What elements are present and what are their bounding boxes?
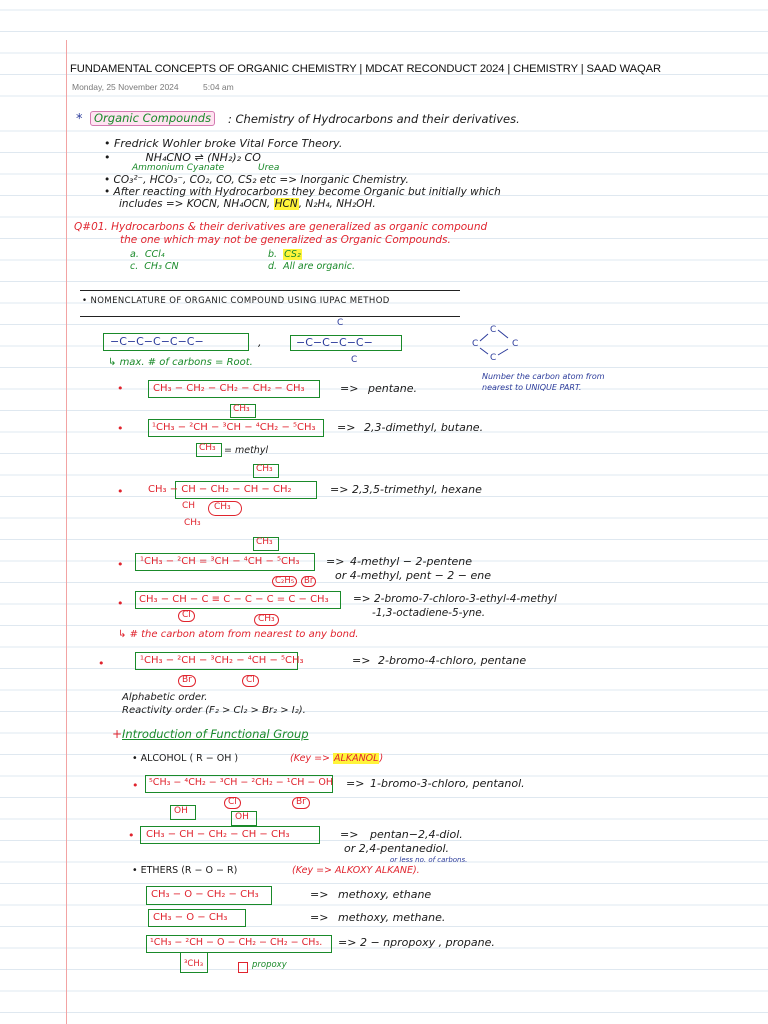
chain-1: −C−C−C−C−C− [110,335,204,348]
number-carbon-note: Number the carbon atom from nearest to UNIQUE PART. [482,372,605,392]
ex5-name-1: 2-bromo-7-chloro-3-ethyl-4-methyl [374,593,557,605]
alc2-top-1: OH [174,806,188,816]
ex5-bottom-2: CH₃ [254,614,279,626]
divider-bottom [80,316,460,317]
alc1-arrow: => [346,777,365,790]
ex4-arrow: => [326,555,345,568]
alc2-top-2: OH [235,812,249,822]
reactivity-order-note: Reactivity order (F₂ > Cl₂ > Br₂ > I₂). [122,705,306,716]
eth2-arrow: => [310,911,329,924]
ex2-methyl-note: = methyl [224,445,269,456]
ex6-formula: ¹CH₃ − ²CH − ³CH₂ − ⁴CH − ⁵CH₃ [140,655,304,666]
ether-label: • ETHERS (R − O − R) [132,865,238,876]
eth3-propoxy-label: propoxy [252,960,287,970]
alc1-sub-1: Cl [224,797,241,809]
ex5-bullet: • [117,597,124,610]
after-line-1: • After reacting with Hydrocarbons they become Organic but initially which [104,186,501,198]
ex4-bullet: • [117,558,124,571]
ex1-name: pentane. [368,382,418,395]
eth3-arrow: => [338,936,357,949]
ring-c-bottom: C [490,353,497,362]
ring-c-left: C [472,339,479,349]
question-line-2: the one which may not be generalized as Organic Compounds. [120,234,451,246]
ex6-bullet: • [98,657,105,670]
ex5-note: ↳ # the carbon atom from nearest to any bond. [118,629,359,640]
wohler-line: • Fredrick Wohler broke Vital Force Theory. [104,137,343,150]
after-line-2: includes => KOCN, NH₄OCN, HCN, N₂H₄, NH₂OH. [119,198,376,210]
chain-2: −C−C−C−C− [296,336,373,349]
eth2-formula: CH₃ − O − CH₃ [153,912,228,923]
ring-carbons [472,325,518,362]
organic-definition: : Chemistry of Hydrocarbons and their derivatives. [228,112,520,126]
eth1-arrow: => [310,888,329,901]
ex2-arrow: => [337,421,356,434]
alcohol-key: (Key => ALKANOL) [290,753,384,764]
ex5-top-2: Br [301,576,316,587]
ex2-name: 2,3-dimethyl, butane. [364,421,484,434]
ex1-formula: CH₃ − CH₂ − CH₂ − CH₂ − CH₃ [153,383,305,394]
functional-heading: Introduction of Functional Group [122,727,309,741]
page-time: 5:04 am [203,82,234,92]
ex3-top: CH₃ [256,464,273,474]
margin-line [66,40,67,1024]
ex3-arrow: => [330,483,349,496]
ex2-bottom: CH₃ [199,443,216,453]
eth3-sub: ³CH₃ [184,959,204,969]
option-d: d. All are organic. [268,261,355,272]
alphabetic-order-note: Alphabetic order. [122,692,208,703]
ex3-bullet: • [117,485,124,498]
option-b: b. CS₂ [268,249,301,260]
urea-label: Urea [258,163,280,173]
alc2-bullet: • [128,829,135,842]
ex5-bottom-1: Cl [178,610,195,622]
ex4-name-2: or 4-methyl, pent − 2 − ene [335,569,492,582]
ex4-name-1: 4-methyl − 2-pentene [350,555,473,568]
reaction-line: • NH₄CNO ⇌ (NH₂)₂ CO [104,151,261,164]
ring-diagram [462,322,532,362]
ex3-sub1: CH [182,501,196,511]
ex3-formula: CH₃ − CH − CH₂ − CH − CH₂ [148,484,292,495]
page-title: FUNDAMENTAL CONCEPTS OF ORGANIC CHEMISTRY | MDCAT RECONDUCT 2024 | CHEMISTRY | SAAD WAQAR [70,63,661,75]
eth3-name: 2 − npropoxy , propane. [360,936,495,949]
alc2-note: or less no. of carbons. [390,856,468,864]
ex6-name: 2-bromo-4-chloro, pentane [378,654,527,667]
alc1-name: 1-bromo-3-chloro, pentanol. [370,777,525,790]
question-line-1: Q#01. Hydrocarbons & their derivatives are generalized as organic compound [74,221,488,233]
organic-compounds-term: Organic Compounds [90,111,215,126]
ex2-formula: ¹CH₃ − ²CH − ³CH − ⁴CH₂ − ⁵CH₃ [152,422,316,433]
alc1-bullet: • [132,779,139,792]
branch-top-c: C [337,318,344,328]
divider-top [80,290,460,291]
branch-bottom-c: C [351,355,358,365]
inorganic-line: • CO₃²⁻, HCO₃⁻, CO₂, CO, CS₂ etc => Inorganic Chemistry. [104,174,409,186]
alc2-arrow: => [340,828,359,841]
ex5-top-1: C₂H₅ [272,576,297,587]
ex6-arrow: => [352,654,371,667]
nomenclature-heading: • NOMENCLATURE OF ORGANIC COMPOUND USING IUPAC METHOD [82,296,390,306]
eth3-propoxy-marker [238,962,248,973]
alc2-name-2: or 2,4-pentanediol. [344,842,450,855]
option-a: a. CCl₄ [130,249,165,260]
max-carbons-note: ↳ max. # of carbons = Root. [108,357,253,368]
alc2-formula: CH₃ − CH − CH₂ − CH − CH₃ [146,829,290,840]
ex2-top: CH₃ [233,404,250,414]
eth1-formula: CH₃ − O − CH₂ − CH₃ [151,889,259,900]
eth1-name: methoxy, ethane [338,888,432,901]
ex4-formula: ¹CH₃ − ²CH = ³CH − ⁴CH − ⁵CH₃ [140,556,300,567]
ammonium-cyanate-label: Ammonium Cyanate [132,163,225,173]
ex2-bullet: • [117,422,124,435]
ex3-sub2: CH₃ [214,502,231,512]
ex5-formula: CH₃ − CH − C ≡ C − C − C = C − CH₃ [139,594,329,605]
ex6-bottom-1: Br [178,675,196,687]
ex3-sub3: CH₃ [184,518,201,528]
eth2-name: methoxy, methane. [338,911,446,924]
eth3-formula: ¹CH₃ − ²CH − O − CH₂ − CH₂ − CH₃. [150,937,323,948]
alc1-formula: ⁵CH₃ − ⁴CH₂ − ³CH − ²CH₂ − ¹CH − OH [149,777,333,788]
ring-c-top: C [490,325,497,335]
ex5-name-2: -1,3-octadiene-5-yne. [372,607,486,619]
ex1-arrow: => [340,382,359,395]
ex5-arrow: => [353,593,371,605]
ether-key: (Key => ALKOXY ALKANE). [292,865,420,876]
ring-c-right: C [512,339,519,349]
functional-star: + [112,727,123,741]
ex6-bottom-2: Cl [242,675,259,687]
option-c: c. CH₃ CN [130,261,179,272]
star-bullet: * [76,112,83,127]
comma-separator: , [258,336,262,349]
page-date: Monday, 25 November 2024 [72,82,179,92]
ex4-top: CH₃ [256,537,273,547]
alcohol-label: • ALCOHOL ( R − OH ) [132,753,239,764]
ex1-bullet: • [117,382,124,395]
ex3-name: 2,3,5-trimethyl, hexane [352,483,482,496]
alc1-sub-2: Br [292,797,310,809]
alc2-name-1: pentan−2,4-diol. [370,828,463,841]
